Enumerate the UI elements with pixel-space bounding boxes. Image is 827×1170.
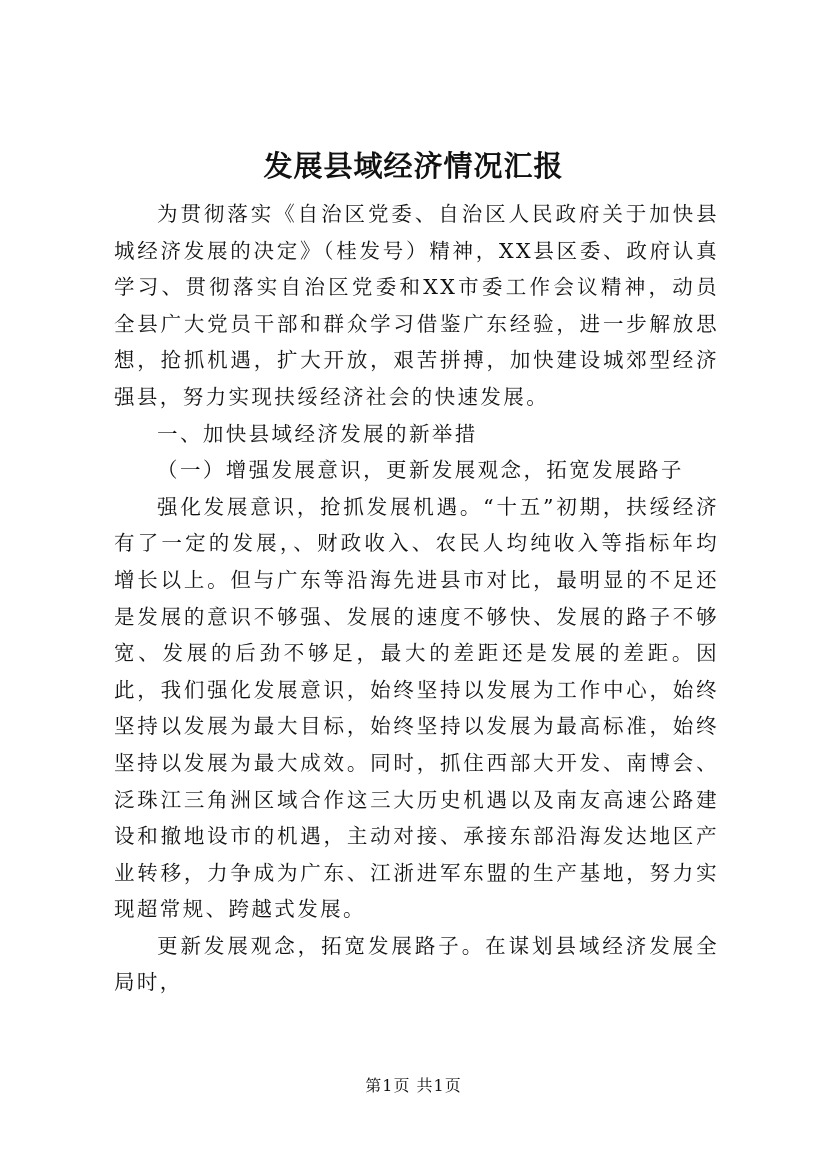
page-number-footer: 第1页 共1页 [365, 1076, 462, 1095]
document-title: 发展县域经济情况汇报 [263, 149, 564, 183]
section-heading: 一、加快县域经济发展的新举措 [157, 421, 478, 446]
paragraph-development-awareness: 强化发展意识，抢抓发展机遇。“十五”初期，扶绥经济有了一定的发展，、财政收入、农民人均纯收入等指标年均增长以上。但与广东等沿海先进县市对比，最明显的不足还是发展的意识不够强、发展的速度不够快、发展的路子不够宽、发展的后劲不够足，最大的差距还是发展的差距。因此，我们强化发展意识，始终坚持以发展为工作中心，始终坚持以发展为最大目标，始终坚持以发展为最高标准，始终坚持以发展为最大成效。同时，抓住西部大开发、南博会、泛珠江三角洲区域合作这三大历史机遇以及南友高速公路建设和撤地设市的机遇，主动对接、承接东部沿海发达地区产业转移，力争成为广东、江浙进军东盟的生产基地，努力实现超常规、跨越式发展。 [114, 494, 719, 922]
document-body [114, 196, 719, 1001]
subsection-heading: （一）增强发展意识，更新发展观念，拓宽发展路子 [157, 458, 684, 483]
paragraph-intro: 为贯彻落实《自治区党委、自治区人民政府关于加快县城经济发展的决定》（桂发号）精神，XX县区委、政府认真学习、贯彻落实自治区党委和XX市委工作会议精神，动员全县广大党员干部和群众学习借鉴广东经验，进一步解放思想，抢抓机遇，扩大开放，艰苦拼搏，加快建设城郊型经济强县，努力实现扶绥经济社会的快速发展。 [114, 202, 719, 409]
paragraph-development-concept: 更新发展观念，拓宽发展路子。在谋划县域经济发展全局时， [114, 933, 719, 995]
